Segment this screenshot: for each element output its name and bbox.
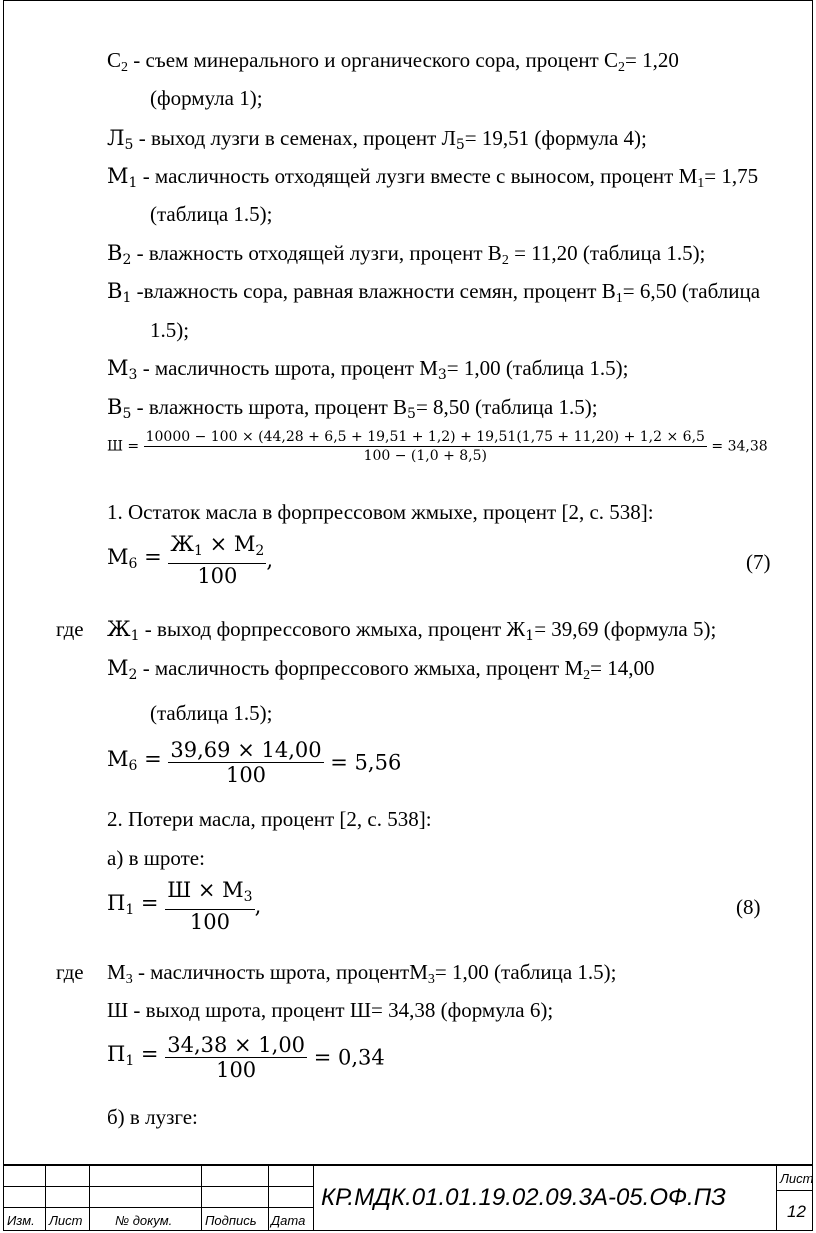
stamp-row-line (3, 1186, 313, 1187)
text-line-zh1: $Ж_1$ - выход форпрессового жмыха, процент $Ж_1= 39,69$ (формула 5); (107, 617, 717, 644)
text-line-m1-cont: (таблица 1.5); (150, 202, 273, 226)
stamp-divider (45, 1166, 46, 1231)
text-line-sh: Ш - выход шрота, процент Ш= 34,38 (формула 6); (107, 998, 554, 1022)
section-item-2: 2. Потери масла, процент [2, с. 538]: (107, 807, 432, 831)
text-line-c2: $С_2$ - съем минерального и органического сора, процент $С_2= 1,20$ (107, 48, 679, 75)
text-line-b1-cont: 1.5); (150, 318, 190, 342)
stamp-label-list: Лист (49, 1213, 83, 1228)
formula-m6-calc: $М_6$ = $\frac{39,69 \times 14,00}{100}$ = 5,56 (107, 738, 402, 787)
text-line-m3: $М_3$ - масличность шрота, процент $М_3= 1,00$ (таблица 1.5); (107, 356, 629, 383)
text-line-b1: $В_1$ -влажность сора, равная влажности семян, процент $В_1= 6,50$ (таблица (107, 279, 761, 306)
page-number: 12 (787, 1202, 806, 1221)
where-label-1: где (56, 617, 84, 641)
text-line-m2: $М_2$ - масличность форпрессового жмыха, процент $М_2= 14,00$ (107, 656, 655, 683)
section-item-a: а) в шроте: (107, 846, 205, 870)
document-code: КР.МДК.01.01.19.02.09.3А-05.ОФ.ПЗ (321, 1184, 726, 1211)
stamp-row-line (776, 1190, 813, 1191)
equation-number-7: (7) (746, 550, 771, 574)
text-line-m3b: $М_3$ - масличность шрота, процентМ$_3$= 1,00 (таблица 1.5); (107, 960, 617, 987)
formula-8: $П_1$ = $\frac{Ш \times М_3}{100}$ , (107, 878, 262, 934)
formula-sh: Ш = 10000 − 100 × (44,28 + 6,5 + 19,51 + 1,2) + 19,51(1,75 + 11,20) + 1,2 × 6,5 100 − (1,0 + 8,5) = 34,38 (107, 429, 768, 464)
formula-p1-calc: $П_1$ = $\frac{34,38 \times 1,00}{100}$ = 0,34 (107, 1033, 385, 1082)
stamp-label-dokum: № докум. (115, 1213, 173, 1228)
text-line-b5: $В_5$ - влажность шрота, процент $В_5= 8,50$ (таблица 1.5); (107, 395, 598, 422)
text-line-b2: $В_2$ - влажность отходящей лузги, процент $В_2 = 11,20$ (таблица 1.5); (107, 241, 706, 268)
stamp-divider (313, 1166, 314, 1231)
section-item-1: 1. Остаток масла в форпрессовом жмыхе, процент [2, с. 538]: (107, 500, 654, 524)
text-line-c2-cont: (формула 1); (150, 86, 263, 110)
stamp-divider (776, 1166, 777, 1231)
stamp-label-sheet: Лист (780, 1171, 814, 1186)
section-item-b: б) в лузге: (107, 1105, 198, 1129)
stamp-label-podpis: Подпись (205, 1213, 257, 1228)
where-label-2: где (56, 960, 84, 984)
text-line-m2-cont: (таблица 1.5); (150, 701, 273, 725)
formula-7: $М_6$ = $\frac{Ж_1 \times М_2}{100}$ , (107, 532, 273, 588)
equation-number-8: (8) (736, 895, 761, 919)
text-line-m1: $М_1$ - масличность отходящей лузги вместе с выносом, процент $М_1= 1,75$ (107, 164, 759, 191)
stamp-divider (89, 1166, 90, 1231)
stamp-divider (268, 1166, 269, 1231)
stamp-label-data: Дата (271, 1213, 306, 1228)
stamp-label-izm: Изм. (7, 1213, 35, 1228)
text-line-l5: $Л_5$ - выход лузги в семенах, процент $Л_5= 19,51$ (формула 4); (107, 126, 647, 153)
title-block (3, 1164, 813, 1231)
stamp-row-line (3, 1207, 313, 1208)
stamp-divider (201, 1166, 202, 1231)
